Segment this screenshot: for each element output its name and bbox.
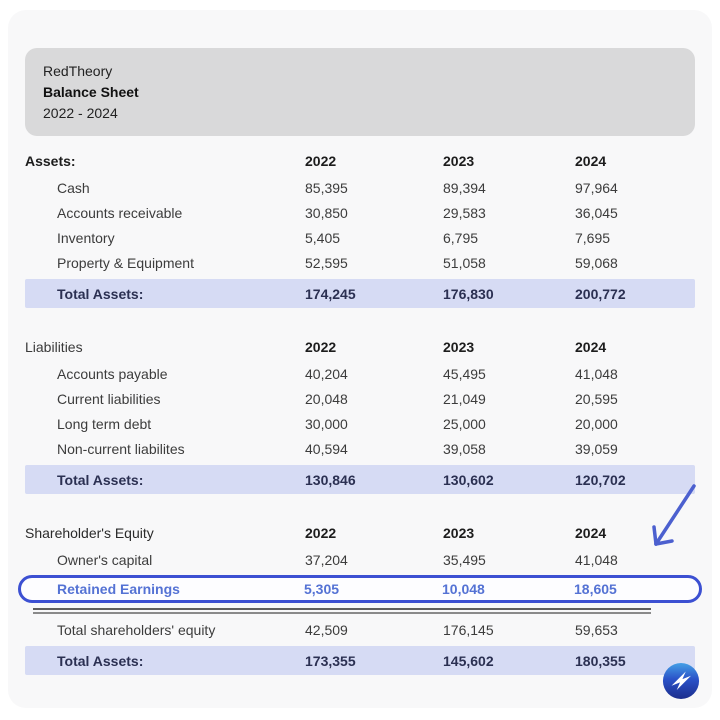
row-label: Property & Equipment <box>57 254 194 271</box>
section-header-row <box>25 335 695 359</box>
company-logo-icon <box>662 662 700 700</box>
row-label: Inventory <box>57 229 115 246</box>
retained-earnings-highlight-row <box>18 575 702 603</box>
double-rule-divider <box>33 608 651 614</box>
year-column-header: 2022 <box>305 525 337 541</box>
cell-value: 89,394 <box>443 179 486 196</box>
cell-value: 41,048 <box>575 365 618 382</box>
total-value: 176,830 <box>443 285 494 302</box>
section-label: Assets: <box>25 153 76 169</box>
cell-value: 45,495 <box>443 365 486 382</box>
cell-value: 7,695 <box>575 229 611 246</box>
row-label: Owner's capital <box>57 551 153 568</box>
year-column-header: 2022 <box>305 153 337 169</box>
total-value: 120,702 <box>575 471 626 488</box>
cell-value: 97,964 <box>575 179 618 196</box>
total-value: 174,245 <box>305 285 356 302</box>
cell-value: 40,204 <box>305 365 348 382</box>
section-equity <box>25 521 695 675</box>
total-row-assets <box>25 279 695 308</box>
cell-value: 85,395 <box>305 179 348 196</box>
cell-value: 39,058 <box>443 440 486 457</box>
cell-value: 59,068 <box>575 254 618 271</box>
balance-sheet-card <box>8 10 712 708</box>
year-column-header: 2023 <box>443 339 475 355</box>
cell-value: 52,595 <box>305 254 348 271</box>
row-label: Cash <box>57 179 90 196</box>
total-value: 173,355 <box>305 652 356 669</box>
table-row <box>25 411 695 436</box>
cell-value: 5,305 <box>304 581 340 597</box>
section-label: Shareholder's Equity <box>25 525 154 541</box>
row-label: Total shareholders' equity <box>57 621 216 638</box>
report-title: Balance Sheet <box>43 84 139 100</box>
cell-value: 41,048 <box>575 551 618 568</box>
table-row <box>25 250 695 275</box>
company-name: RedTheory <box>43 63 113 79</box>
cell-value: 6,795 <box>443 229 479 246</box>
table-row <box>25 225 695 250</box>
cell-value: 18,605 <box>574 581 617 597</box>
cell-value: 35,495 <box>443 551 486 568</box>
total-value: 200,772 <box>575 285 626 302</box>
cell-value: 36,045 <box>575 204 618 221</box>
table-row <box>25 175 695 200</box>
total-value: 145,602 <box>443 652 494 669</box>
row-label: Retained Earnings <box>57 581 180 597</box>
subtotal-row-equity <box>25 617 695 642</box>
year-column-header: 2024 <box>575 153 607 169</box>
total-value: 130,602 <box>443 471 494 488</box>
total-label: Total Assets: <box>57 471 144 488</box>
cell-value: 21,049 <box>443 390 486 407</box>
row-label: Long term debt <box>57 415 152 432</box>
balance-sheet-table <box>25 149 695 675</box>
total-value: 130,846 <box>305 471 356 488</box>
cell-value: 25,000 <box>443 415 486 432</box>
report-header <box>25 48 695 136</box>
section-assets <box>25 149 695 308</box>
row-label: Current liabilities <box>57 390 161 407</box>
section-header-row <box>25 149 695 173</box>
row-label: Non-current liabilites <box>57 440 185 457</box>
cell-value: 10,048 <box>442 581 485 597</box>
row-label: Accounts receivable <box>57 204 183 221</box>
total-row-equity <box>25 646 695 675</box>
year-column-header: 2024 <box>575 339 607 355</box>
cell-value: 29,583 <box>443 204 486 221</box>
total-label: Total Assets: <box>57 285 144 302</box>
row-label: Accounts payable <box>57 365 168 382</box>
cell-value: 20,048 <box>305 390 348 407</box>
cell-value: 176,145 <box>443 621 494 638</box>
cell-value: 5,405 <box>305 229 341 246</box>
report-period: 2022 - 2024 <box>43 105 118 121</box>
cell-value: 40,594 <box>305 440 348 457</box>
table-row <box>25 436 695 461</box>
section-header-row <box>25 521 695 545</box>
table-row <box>25 200 695 225</box>
table-row <box>25 361 695 386</box>
year-column-header: 2023 <box>443 153 475 169</box>
cell-value: 30,850 <box>305 204 348 221</box>
section-label: Liabilities <box>25 339 83 355</box>
year-column-header: 2024 <box>575 525 607 541</box>
cell-value: 37,204 <box>305 551 348 568</box>
year-column-header: 2023 <box>443 525 475 541</box>
total-row-liabilities <box>25 465 695 494</box>
total-label: Total Assets: <box>57 652 144 669</box>
table-row <box>25 547 695 572</box>
cell-value: 20,000 <box>575 415 618 432</box>
cell-value: 59,653 <box>575 621 618 638</box>
cell-value: 51,058 <box>443 254 486 271</box>
section-liabilities <box>25 335 695 494</box>
table-row <box>25 386 695 411</box>
cell-value: 39,059 <box>575 440 618 457</box>
cell-value: 42,509 <box>305 621 348 638</box>
total-value: 180,355 <box>575 652 626 669</box>
cell-value: 30,000 <box>305 415 348 432</box>
cell-value: 20,595 <box>575 390 618 407</box>
year-column-header: 2022 <box>305 339 337 355</box>
